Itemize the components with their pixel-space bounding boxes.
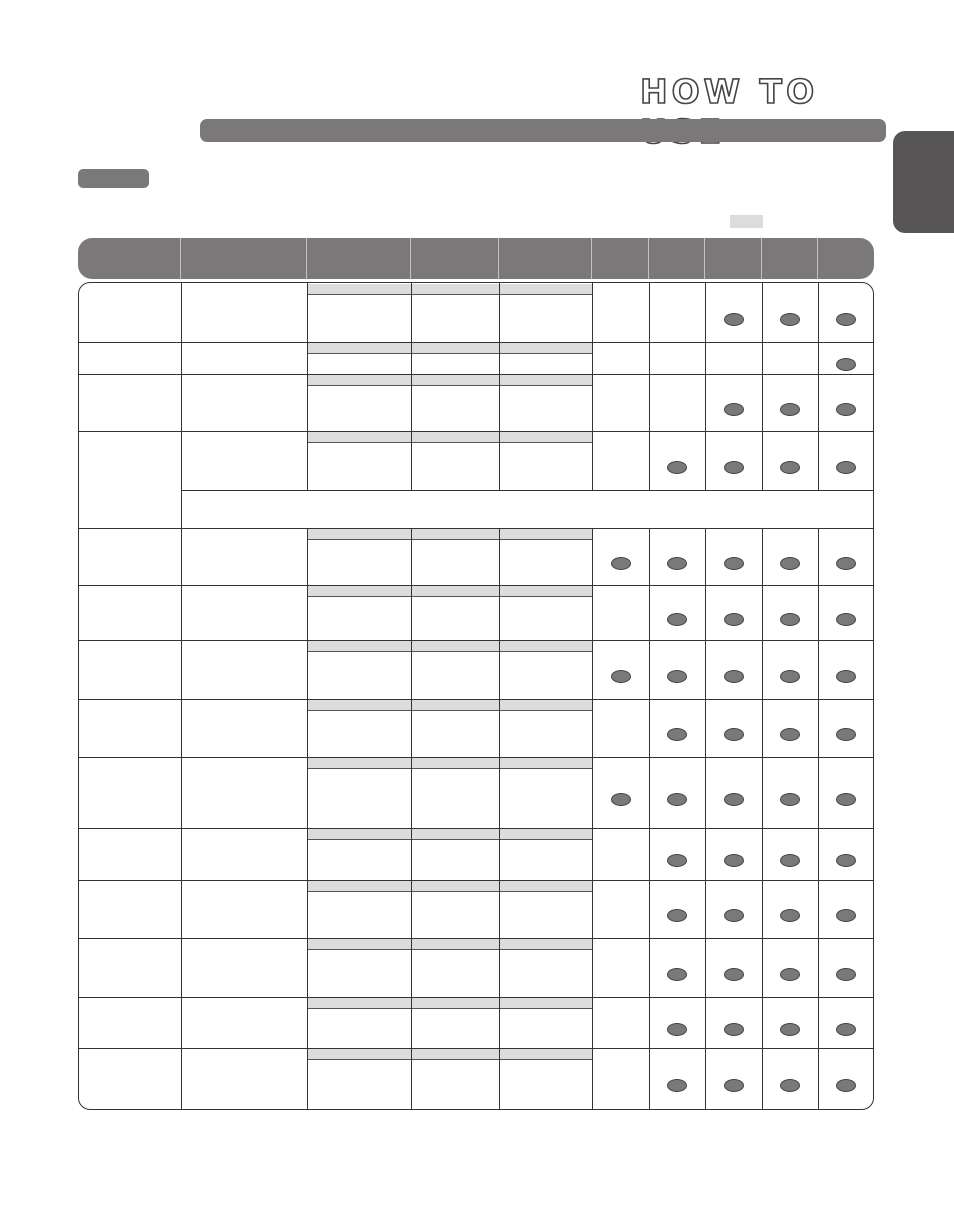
table-subheader: [307, 343, 592, 354]
program-table: [78, 282, 874, 1110]
table-mark-dot: [667, 1023, 687, 1036]
table-subheader: [307, 939, 592, 950]
table-column-divider: [818, 528, 819, 1109]
table-column-divider: [592, 528, 593, 1109]
table-mark-dot: [724, 968, 744, 981]
table-mark-dot: [836, 1079, 856, 1092]
note-row-divider: [181, 490, 873, 491]
table-subheader: [307, 586, 592, 597]
table-column-divider: [649, 283, 650, 490]
table-mark-dot: [836, 1023, 856, 1036]
section-label-pill: [78, 169, 149, 188]
table-subheader: [307, 375, 592, 386]
header-column-divider: [410, 238, 411, 279]
table-mark-dot: [667, 1079, 687, 1092]
table-mark-dot: [780, 1023, 800, 1036]
table-subheader: [307, 641, 592, 652]
table-mark-dot: [724, 403, 744, 416]
table-mark-dot: [667, 461, 687, 474]
table-mark-dot: [836, 728, 856, 741]
table-mark-dot: [836, 793, 856, 806]
table-subheader: [307, 529, 592, 540]
table-mark-dot: [667, 793, 687, 806]
table-mark-dot: [780, 793, 800, 806]
table-subheader: [307, 1049, 592, 1060]
table-column-divider: [649, 528, 650, 1109]
table-mark-dot: [667, 557, 687, 570]
table-mark-dot: [780, 403, 800, 416]
table-mark-dot: [611, 793, 631, 806]
table-column-divider: [411, 283, 412, 490]
table-subheader: [307, 700, 592, 711]
table-mark-dot: [611, 557, 631, 570]
table-mark-dot: [836, 968, 856, 981]
table-subheader: [307, 998, 592, 1009]
table-mark-dot: [724, 728, 744, 741]
table-mark-dot: [836, 403, 856, 416]
header-column-divider: [648, 238, 649, 279]
table-mark-dot: [611, 670, 631, 683]
header-column-divider: [591, 238, 592, 279]
table-header: [78, 238, 874, 279]
table-mark-dot: [836, 461, 856, 474]
table-mark-dot: [667, 613, 687, 626]
table-mark-dot: [667, 728, 687, 741]
table-mark-dot: [724, 670, 744, 683]
table-mark-dot: [780, 728, 800, 741]
table-column-divider: [762, 283, 763, 490]
header-column-divider: [761, 238, 762, 279]
table-mark-dot: [667, 854, 687, 867]
table-column-divider: [499, 528, 500, 1109]
table-mark-dot: [724, 557, 744, 570]
table-mark-dot: [724, 613, 744, 626]
table-mark-dot: [780, 313, 800, 326]
table-mark-dot: [780, 854, 800, 867]
table-mark-dot: [780, 613, 800, 626]
table-column-divider: [499, 283, 500, 490]
table-subheader: [307, 284, 592, 295]
table-mark-dot: [780, 557, 800, 570]
table-mark-dot: [724, 909, 744, 922]
table-mark-dot: [780, 909, 800, 922]
header-column-divider: [817, 238, 818, 279]
header-column-divider: [498, 238, 499, 279]
chapter-tab[interactable]: [893, 131, 954, 233]
table-mark-dot: [836, 670, 856, 683]
table-column-divider: [411, 528, 412, 1109]
table-column-divider: [705, 283, 706, 490]
table-mark-dot: [724, 1023, 744, 1036]
table-mark-dot: [667, 909, 687, 922]
legend-swatch: [730, 215, 763, 228]
table-mark-dot: [836, 358, 856, 371]
table-subheader: [307, 758, 592, 769]
table-mark-dot: [836, 313, 856, 326]
table-mark-dot: [667, 670, 687, 683]
header-column-divider: [180, 238, 181, 279]
header-column-divider: [704, 238, 705, 279]
table-mark-dot: [724, 1079, 744, 1092]
table-mark-dot: [780, 461, 800, 474]
table-subheader: [307, 829, 592, 840]
table-mark-dot: [836, 854, 856, 867]
table-mark-dot: [724, 793, 744, 806]
table-mark-dot: [780, 968, 800, 981]
table-mark-dot: [836, 613, 856, 626]
table-column-divider: [818, 283, 819, 490]
table-mark-dot: [724, 313, 744, 326]
table-column-divider: [705, 528, 706, 1109]
table-column-divider: [762, 528, 763, 1109]
table-column-divider: [307, 528, 308, 1109]
header-column-divider: [306, 238, 307, 279]
table-mark-dot: [724, 854, 744, 867]
table-mark-dot: [836, 557, 856, 570]
table-column-divider: [307, 283, 308, 490]
table-mark-dot: [780, 1079, 800, 1092]
page-title: HOW TO: [640, 72, 819, 111]
table-subheader: [307, 432, 592, 443]
table-mark-dot: [780, 670, 800, 683]
section-header-bar: [200, 119, 886, 142]
table-column-divider: [592, 283, 593, 490]
table-mark-dot: [836, 909, 856, 922]
table-mark-dot: [724, 461, 744, 474]
table-subheader: [307, 881, 592, 892]
table-column-divider: [181, 283, 182, 1109]
table-mark-dot: [667, 968, 687, 981]
